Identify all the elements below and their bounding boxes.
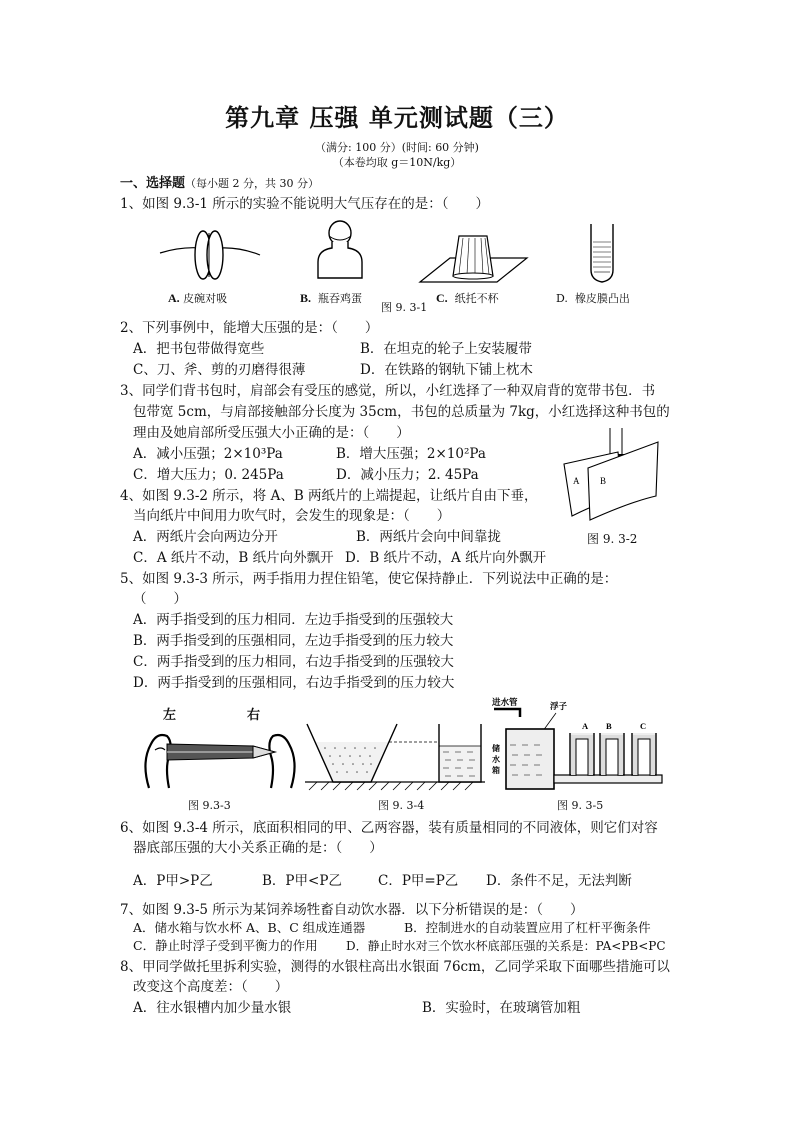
fig-two-containers <box>305 720 490 792</box>
q6-option-d: D．条件不足，无法判断 <box>486 873 632 889</box>
fig-9-3-4-caption: 图 9. 3-4 <box>378 799 425 812</box>
fig-c-caption: C. 纸托不杯 <box>436 291 499 305</box>
q8-stem-1: 8、甲同学做托里拆利实验，测得的水银柱高出水银面 76cm，乙同学采取下面哪些措施可以 <box>120 959 670 975</box>
q6-stem-2: 器底部压强的大小关系正确的是：（ ） <box>133 840 383 856</box>
q4-stem-1: 4、如图 9.3-2 所示，将 A、B 两纸片的上端提起，让纸片自由下垂， <box>120 488 538 504</box>
q7-option-a: A．储水箱与饮水杯 A、B、C 组成连通器 <box>133 920 366 935</box>
q5-option-b: B．两手指受到的压强相同，左边手指受到的压力较大 <box>133 633 454 649</box>
q5-option-a: A．两手指受到的压力相同．左边手指受到的压强较大 <box>133 612 454 628</box>
q1-stem: 1、如图 9.3-1 所示的实验不能说明大气压存在的是：（ ） <box>120 196 490 212</box>
fig5-cup-b-label: B <box>606 721 612 731</box>
q4-option-c: C．A 纸片不动，B 纸片向外飘开 <box>133 550 334 566</box>
meta-gravity: （本卷均取 g＝10N/kg） <box>332 156 462 169</box>
section-note: （每小题 2 分，共 30 分） <box>185 177 319 190</box>
q7-option-b: B．控制进水的自动装置应用了杠杆平衡条件 <box>404 920 651 935</box>
q7-stem: 7、如图 9.3-5 所示为某饲养场牲畜自动饮水器．以下分析错误的是：（ ） <box>120 902 584 918</box>
section-title: 一、选择题 <box>120 176 186 191</box>
fig-label-b: B <box>600 476 607 486</box>
fig5-cup-c-label: C <box>640 721 647 731</box>
q8-stem-2: 改变这个高度差：（ ） <box>133 979 289 995</box>
fig3-right-label: 右 <box>247 708 261 723</box>
fig-9-3-3-caption: 图 9.3-3 <box>188 799 231 812</box>
page-title: 第九章 压强 单元测试题（三） <box>225 104 569 132</box>
fig-label-a: A <box>573 476 580 486</box>
fig-suction-cups <box>155 225 265 285</box>
q5-option-c: C．两手指受到的压力相同，右边手指受到的压强较大 <box>133 654 454 670</box>
fig5-inlet-label: 进水管 <box>492 698 518 708</box>
q3-option-a: A．减小压强；2×10³Pa <box>133 446 283 462</box>
fig5-tank-label-1: 储 <box>492 744 500 753</box>
fig-pencil-fingers <box>135 722 305 792</box>
q4-stem-2: 当向纸片中间用力吹气时，会发生的现象是：（ ） <box>133 508 451 524</box>
fig3-left-label: 左 <box>163 708 177 723</box>
q3-stem-3: 理由及她肩部所受压强大小正确的是：（ ） <box>133 425 410 441</box>
q5-option-d: D．两手指受到的压强相同，右边手指受到的压力较大 <box>133 675 455 691</box>
fig-b-caption: B. 瓶吞鸡蛋 <box>300 291 363 305</box>
fig-cup-paper <box>415 232 530 287</box>
fig-9-3-1-caption: 图 9. 3-1 <box>381 301 428 314</box>
fig5-tank-label-3: 箱 <box>492 766 500 775</box>
q8-option-b: B．实验时，在玻璃管加粗 <box>422 1000 581 1016</box>
fig-9-3-5-caption: 图 9. 3-5 <box>557 799 604 812</box>
q6-option-b: B．P甲<P乙 <box>262 873 342 889</box>
fig-9-3-2-caption: 图 9. 3-2 <box>587 532 638 546</box>
fig-a-caption: A. 皮碗对吸 <box>168 291 228 305</box>
fig5-float-label: 浮子 <box>550 702 568 712</box>
q4-option-b: B．两纸片会向中间靠拢 <box>356 529 501 545</box>
q3-option-d: D．减小压力；2. 45Pa <box>336 467 479 483</box>
fig-auto-drinker <box>490 695 665 795</box>
fig5-cup-a-label: A <box>582 721 589 731</box>
q2-option-b: B．在坦克的轮子上安装履带 <box>360 341 532 357</box>
fig-d-caption: D. 橡皮膜凸出 <box>556 292 630 305</box>
q3-option-b: B．增大压强；2×10²Pa <box>336 446 486 462</box>
q5-stem-2: （ ） <box>133 591 187 607</box>
q2-stem: 2、下列事例中，能增大压强的是：（ ） <box>120 320 379 336</box>
q2-option-a: A．把书包带做得宽些 <box>133 341 265 357</box>
q5-stem-1: 5、如图 9.3-3 所示，两手指用力捏住铅笔，使它保持静止．下列说法中正确的是： <box>120 571 618 587</box>
q2-option-d: D．在铁路的钢轨下铺上枕木 <box>360 362 533 378</box>
q6-stem-1: 6、如图 9.3-4 所示，底面积相同的甲、乙两容器，装有质量相同的不同液体，则它们对容 <box>120 820 658 836</box>
q4-option-d: D．B 纸片不动，A 纸片向外飘开 <box>345 550 547 566</box>
q8-option-a: A．往水银槽内加少量水银 <box>133 1000 292 1016</box>
q3-option-c: C．增大压力；0. 245Pa <box>133 467 284 483</box>
fig5-tank-label-2: 水 <box>492 755 500 764</box>
section-heading <box>120 175 319 192</box>
q4-option-a: A．两纸片会向两边分开 <box>133 529 278 545</box>
q7-option-d: D．静止时水对三个饮水杯底部压强的关系是：PA<PB<PC <box>346 939 666 953</box>
fig-bottle-egg <box>310 220 370 282</box>
meta-score-time: （满分: 100 分）(时间: 60 分钟) <box>315 141 479 154</box>
fig-paper-sheets <box>560 424 670 524</box>
q6-option-a: A．P甲>P乙 <box>133 873 213 889</box>
q7-option-c: C．静止时浮子受到平衡力的作用 <box>133 938 318 953</box>
q3-stem-1: 3、同学们背书包时，肩部会有受压的感觉，所以，小红选择了一种双肩背的宽带书包．书 <box>120 383 656 399</box>
q3-stem-2: 包带宽 5cm，与肩部接触部分长度为 35cm，书包的总质量为 7kg，小红选择这种书包的 <box>133 404 670 420</box>
fig-rubber-membrane <box>585 222 625 287</box>
q6-option-c: C．P甲=P乙 <box>378 873 459 889</box>
q2-option-c: C、刀、斧、剪的刃磨得很薄 <box>133 362 306 378</box>
